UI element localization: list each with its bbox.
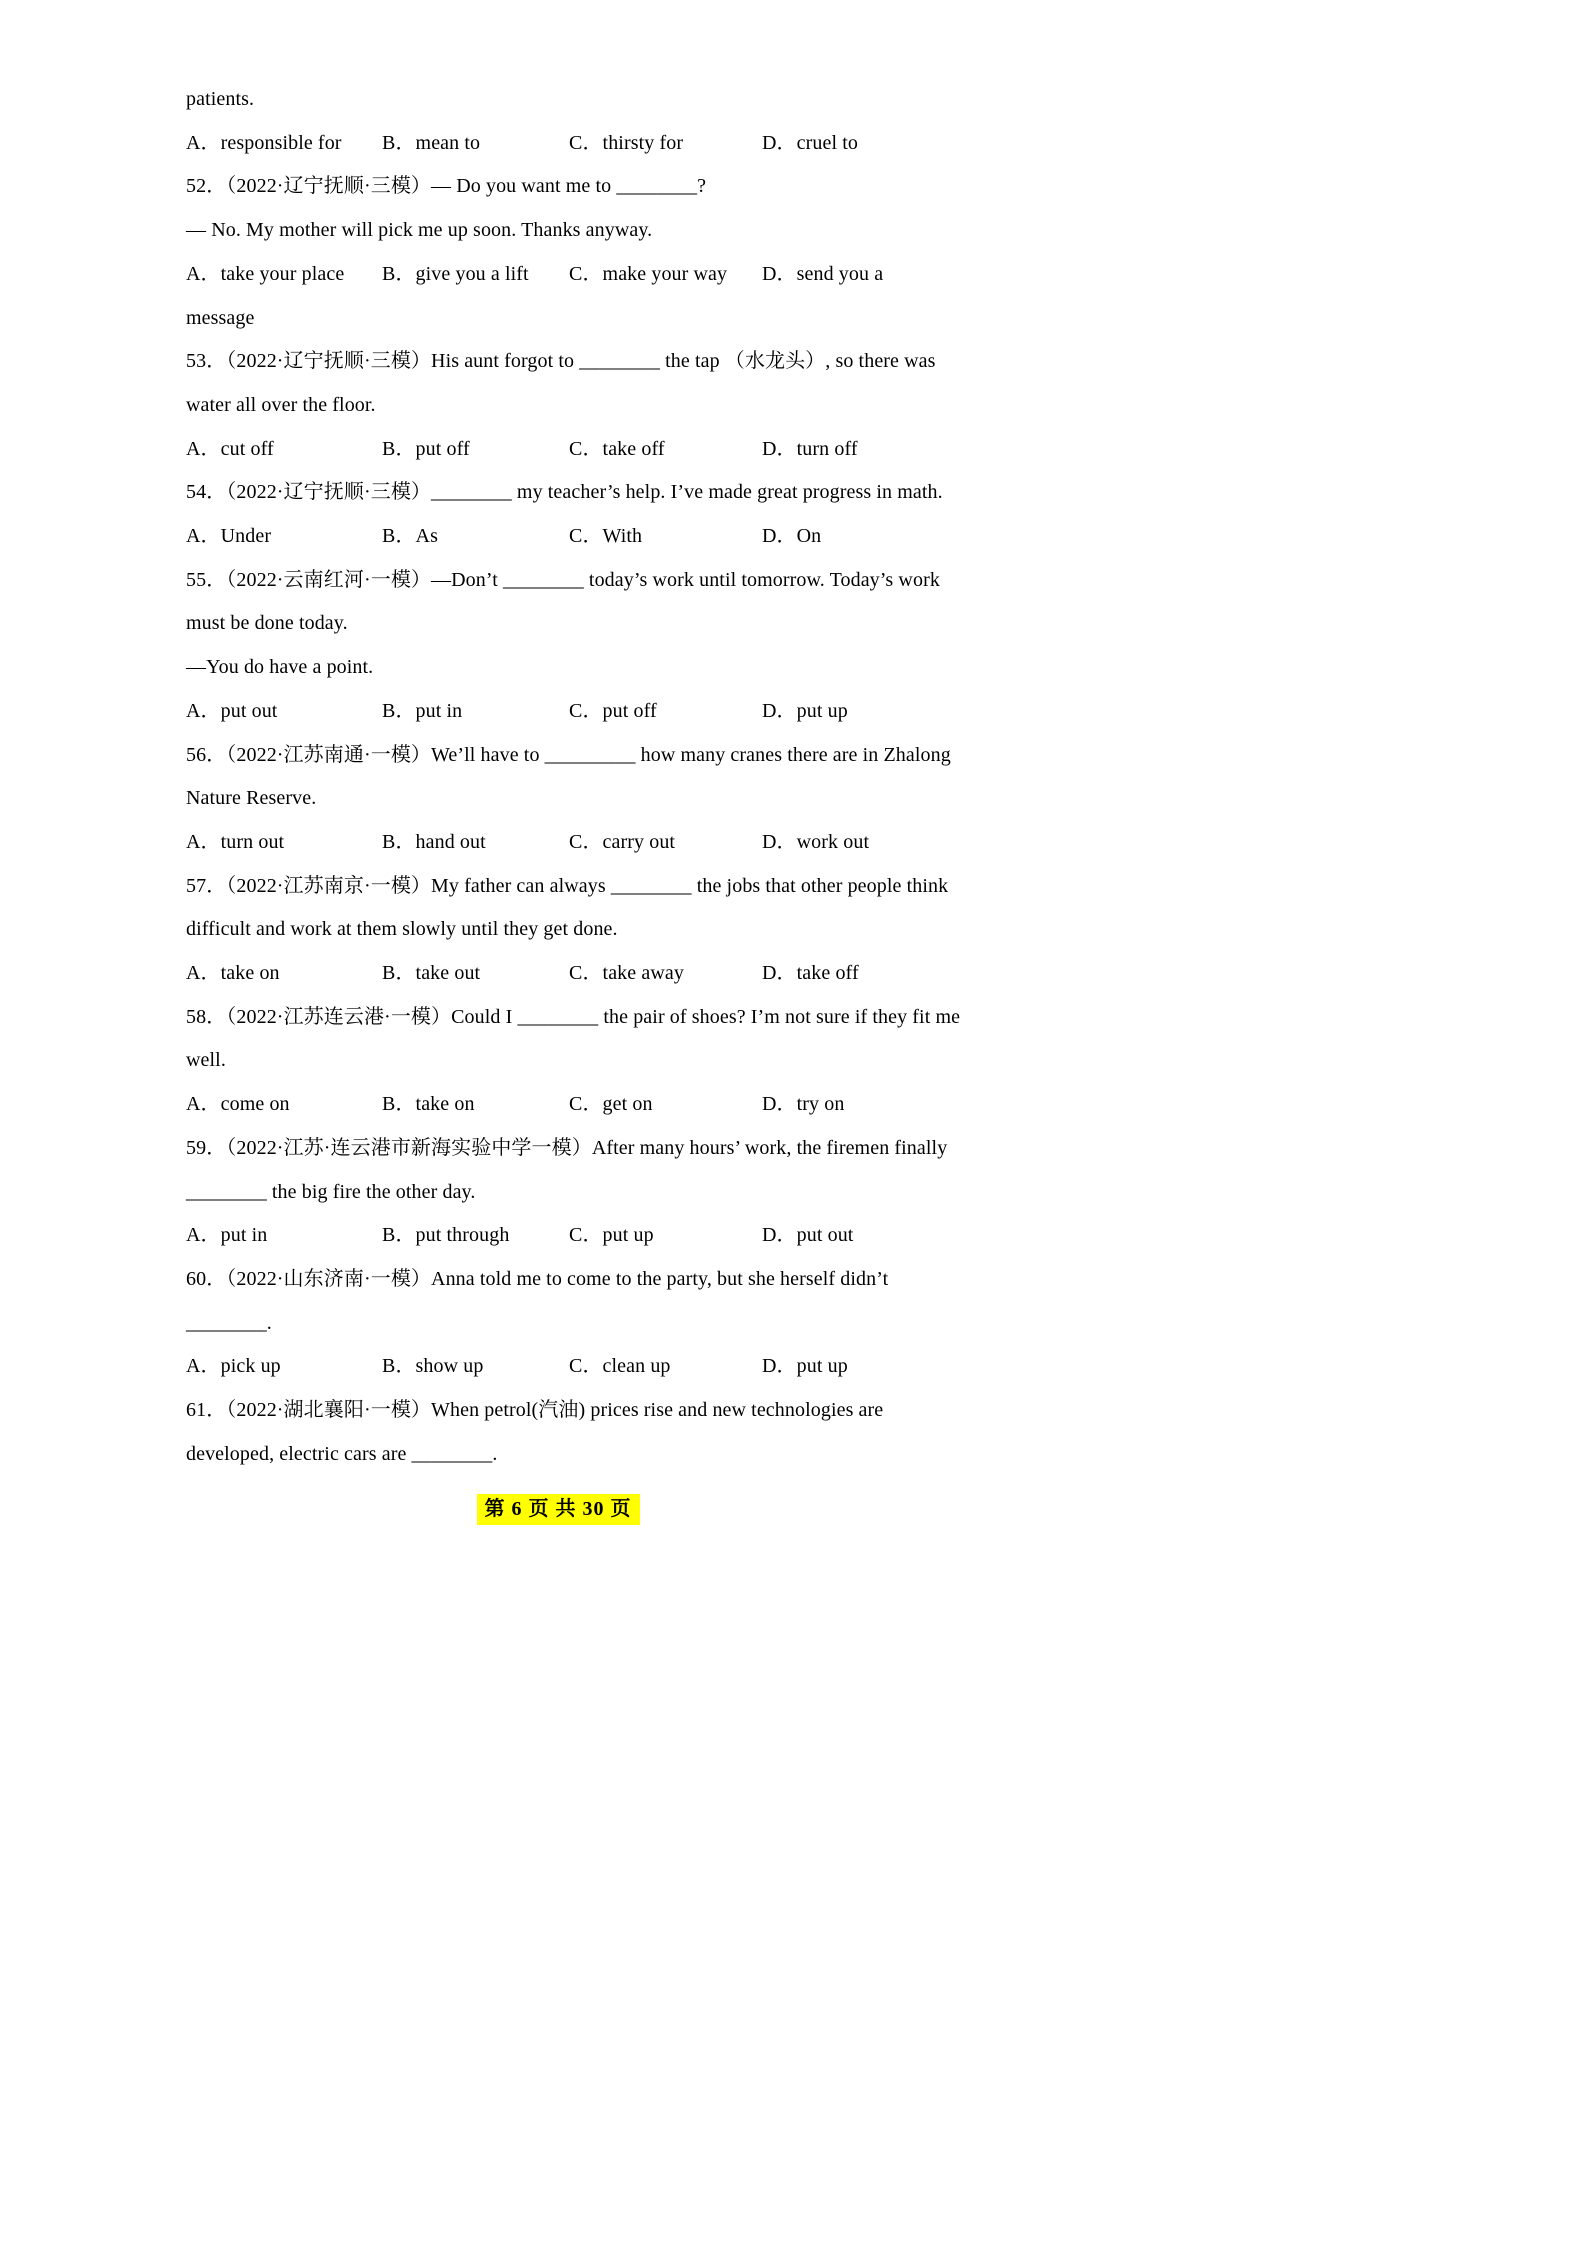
option-cell: B．take on	[382, 1093, 475, 1116]
document-text-line: well.	[186, 1049, 226, 1072]
option-cell: A．pick up	[186, 1355, 281, 1378]
options-row	[186, 253, 930, 297]
option-cell: D．On	[762, 525, 822, 548]
option-cell: D．cruel to	[762, 131, 858, 154]
document-text-line: water all over the floor.	[186, 393, 376, 416]
option-cell: D．put out	[762, 1224, 854, 1247]
document-body	[186, 78, 961, 1477]
option-cell: B．As	[382, 525, 438, 548]
options-row	[186, 1345, 930, 1389]
option-cell: C．With	[569, 525, 643, 548]
document-text-line: 58．（2022·江苏连云港·一模）Could I ________ the pair of shoes? I’m not sure if they fit me	[186, 1005, 961, 1028]
options-row	[186, 690, 930, 734]
options-row	[186, 428, 930, 472]
option-cell: D．put up	[762, 1355, 848, 1378]
option-cell: A．put out	[186, 699, 278, 722]
options-row	[186, 952, 930, 996]
document-text-line: 60．（2022·山东济南·一模）Anna told me to come to the party, but she herself didn’t	[186, 1267, 889, 1290]
document-text-line: 56．（2022·江苏南通·一模）We’ll have to _________ how many cranes there are in Zhalong	[186, 743, 951, 766]
document-text-line: must be done today.	[186, 612, 348, 635]
document-text-line: developed, electric cars are ________.	[186, 1442, 498, 1465]
option-cell: C．get on	[569, 1093, 653, 1116]
document-text-line: ________.	[186, 1311, 272, 1334]
option-cell: A．turn out	[186, 830, 285, 853]
option-cell: C．take off	[569, 437, 665, 460]
document-text-line: 54．（2022·辽宁抚顺·三模）________ my teacher’s help. I’ve made great progress in math.	[186, 481, 943, 504]
option-cell: C．make your way	[569, 262, 728, 285]
option-cell: C．carry out	[569, 830, 676, 853]
option-cell: C．take away	[569, 962, 684, 985]
option-cell: C．put off	[569, 699, 657, 722]
option-cell: B．show up	[382, 1355, 484, 1378]
option-cell: A．take your place	[186, 262, 345, 285]
option-cell: A．take on	[186, 962, 280, 985]
option-cell: D．send you a	[762, 262, 884, 285]
options-row	[186, 122, 930, 166]
option-cell: D．try on	[762, 1093, 845, 1116]
document-text-line: Nature Reserve.	[186, 787, 317, 810]
document-text-line: difficult and work at them slowly until they get done.	[186, 918, 618, 941]
options-row	[186, 1083, 930, 1127]
document-text-line: 53．（2022·辽宁抚顺·三模）His aunt forgot to ________ the tap （水龙头）, so there was	[186, 350, 936, 373]
document-text-line: patients.	[186, 88, 255, 110]
document-text-line: message	[186, 306, 255, 329]
option-cell: B．put in	[382, 699, 463, 722]
document-text-line: —You do have a point.	[186, 656, 374, 679]
options-row	[186, 821, 930, 865]
option-cell: B．put off	[382, 437, 470, 460]
option-cell: B．give you a lift	[382, 262, 529, 285]
document-text-line: ________ the big fire the other day.	[186, 1180, 476, 1203]
document-text-line: — No. My mother will pick me up soon. Thanks anyway.	[186, 219, 653, 242]
options-row	[186, 1214, 930, 1258]
page-footer	[186, 1494, 930, 1525]
option-cell: C．put up	[569, 1224, 654, 1247]
option-cell: C．clean up	[569, 1355, 671, 1378]
option-cell: A．responsible for	[186, 131, 342, 154]
document-text-line: 52．（2022·辽宁抚顺·三模）— Do you want me to ________?	[186, 175, 707, 198]
option-cell: D．put up	[762, 699, 848, 722]
document-text-line: 61．（2022·湖北襄阳·一模）When petrol(汽油) prices rise and new technologies are	[186, 1399, 884, 1422]
option-cell: A．come on	[186, 1093, 290, 1116]
document-text-line: 59．（2022·江苏·连云港市新海实验中学一模）After many hours’ work, the firemen finally	[186, 1136, 948, 1159]
page-number-badge: 第 6 页 共 30 页	[477, 1494, 640, 1525]
option-cell: A．put in	[186, 1224, 268, 1247]
option-cell: B．take out	[382, 962, 481, 985]
option-cell: B．hand out	[382, 830, 486, 853]
document-text-line: 55．（2022·云南红河·一模）—Don’t ________ today’s work until tomorrow. Today’s work	[186, 568, 940, 591]
option-cell: D．turn off	[762, 437, 858, 460]
option-cell: C．thirsty for	[569, 131, 684, 154]
option-cell: B．mean to	[382, 131, 481, 154]
option-cell: D．take off	[762, 962, 859, 985]
option-cell: B．put through	[382, 1224, 510, 1247]
option-cell: A．cut off	[186, 437, 274, 460]
option-cell: A．Under	[186, 525, 272, 548]
option-cell: D．work out	[762, 830, 870, 853]
document-text-line: 57．（2022·江苏南京·一模）My father can always ________ the jobs that other people think	[186, 874, 949, 897]
options-row	[186, 515, 930, 559]
